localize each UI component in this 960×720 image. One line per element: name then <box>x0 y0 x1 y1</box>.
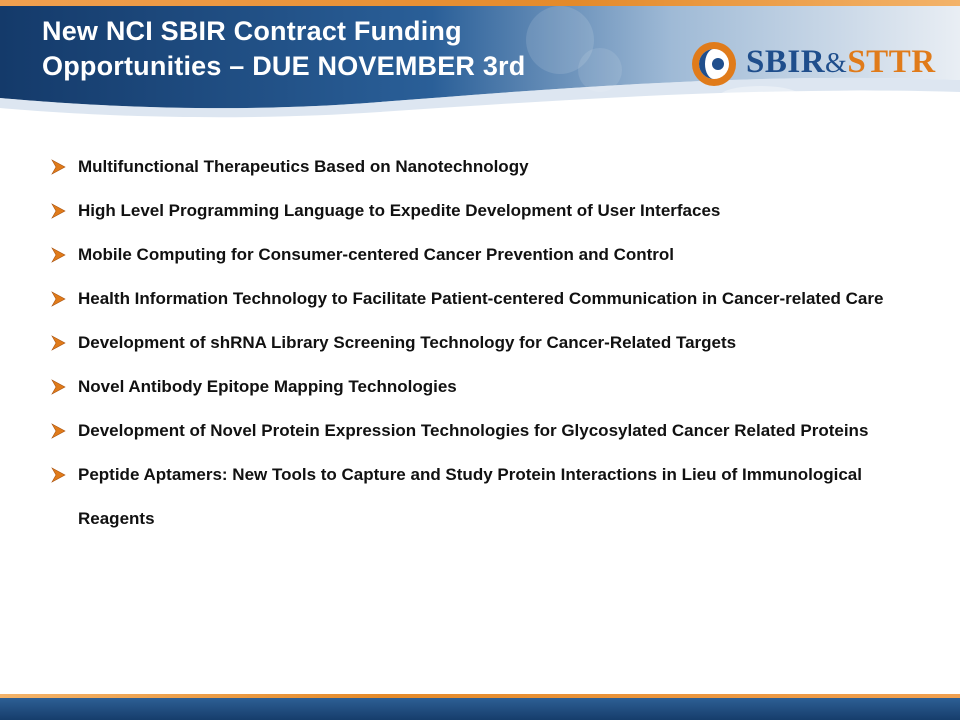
slide-title-line-1: New NCI SBIR Contract Funding <box>42 16 462 46</box>
bullet-text: High Level Programming Language to Expedite Development of User Interfaces <box>78 201 721 220</box>
arrow-bullet-icon <box>50 379 66 395</box>
list-item <box>48 453 928 541</box>
slide-header <box>0 0 960 120</box>
arrow-bullet-icon <box>50 291 66 307</box>
list-item <box>48 189 928 233</box>
arrow-bullet-icon <box>50 159 66 175</box>
bullet-text: Development of Novel Protein Expression Technologies for Glycosylated Cancer Related Proteins <box>78 421 869 440</box>
slide-title-line-2: Opportunities – DUE NOVEMBER 3rd <box>42 51 526 81</box>
bullet-text: Development of shRNA Library Screening Technology for Cancer-Related Targets <box>78 333 737 352</box>
sbir-sttr-logo <box>688 38 950 90</box>
bullet-text: Peptide Aptamers: New Tools to Capture and Study Protein Interactions in Lieu of Immunological Reagents <box>78 465 862 528</box>
sbir-sttr-logo-icon <box>688 38 740 90</box>
arrow-bullet-icon <box>50 467 66 483</box>
list-item <box>48 409 928 453</box>
list-item <box>48 365 928 409</box>
arrow-bullet-icon <box>50 335 66 351</box>
list-item <box>48 145 928 189</box>
slide-title <box>42 14 525 84</box>
header-accent-stripe <box>0 0 960 6</box>
logo-text-sbir: SBIR <box>746 44 826 80</box>
slide-footer-bar <box>0 698 960 720</box>
list-item <box>48 233 928 277</box>
arrow-bullet-icon <box>50 423 66 439</box>
logo-text-ampersand: & <box>825 48 848 79</box>
bullet-text: Novel Antibody Epitope Mapping Technologies <box>78 377 457 396</box>
list-item <box>48 321 928 365</box>
bullet-text: Multifunctional Therapeutics Based on Nanotechnology <box>78 157 529 176</box>
bullet-list <box>48 145 928 541</box>
bullet-text: Health Information Technology to Facilitate Patient-centered Communication in Cancer-related Care <box>78 289 884 308</box>
bullet-text: Mobile Computing for Consumer-centered Cancer Prevention and Control <box>78 245 674 264</box>
arrow-bullet-icon <box>50 247 66 263</box>
logo-wordmark <box>746 44 936 81</box>
logo-text-sttr: STTR <box>847 44 936 80</box>
list-item <box>48 277 928 321</box>
arrow-bullet-icon <box>50 203 66 219</box>
